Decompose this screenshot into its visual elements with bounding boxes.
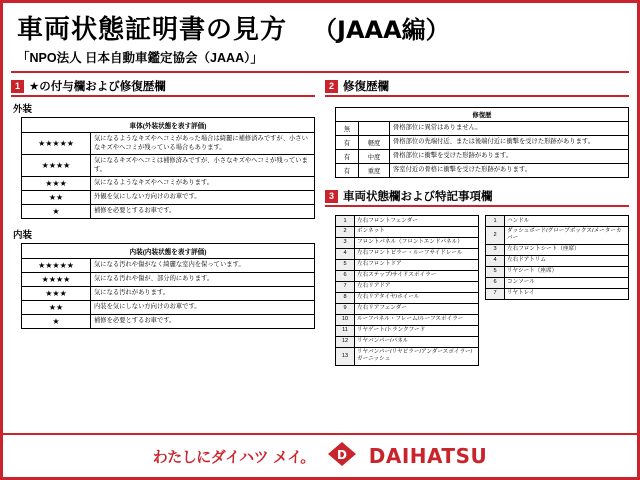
list-item: [336, 226, 479, 237]
rating-description: 気になるキズやヘコミは補修済みですが、小さなキズやヘコミが残っています。: [91, 155, 315, 177]
table-row: [22, 191, 315, 205]
part-number: 7: [336, 281, 355, 292]
interior-table-header: 内装(内装状態を表す評価): [22, 244, 315, 259]
section-2-number: 2: [325, 80, 338, 93]
part-label: リヤバンパー/リヤピラー/アンダースポイラー/ガーニッシュ: [355, 347, 479, 365]
repair-mark: 有: [336, 150, 359, 164]
part-label: リヤゲート/トランクフード: [355, 325, 479, 336]
page-subtitle: 「NPO法人 日本自動車鑑定協会（JAAA）」: [17, 51, 263, 65]
list-item: [336, 259, 479, 270]
repair-degree: [359, 122, 390, 136]
table-row: [22, 118, 315, 133]
rating-description: 気になる汚れがあります。: [91, 287, 315, 301]
part-label: リヤバンパー/パネル: [355, 336, 479, 347]
table-row: [336, 122, 629, 136]
rating-stars: ★★★★: [22, 155, 91, 177]
parts-lists: [325, 211, 629, 366]
part-number: 10: [336, 314, 355, 325]
repair-degree: 軽度: [359, 136, 390, 150]
list-item: [336, 336, 479, 347]
rating-stars: ★★★★★: [22, 259, 91, 273]
part-number: 7: [486, 288, 505, 299]
part-label: リヤトレイ: [505, 288, 629, 299]
repair-degree: 中度: [359, 150, 390, 164]
part-label: リヤシート（座席）: [505, 266, 629, 277]
table-row: [22, 244, 315, 259]
page-title: 車両状態証明書の見方: [17, 15, 288, 45]
part-label: 左右リアフェンダー: [355, 303, 479, 314]
part-label: ハンドル: [505, 216, 629, 227]
part-number: 6: [336, 270, 355, 281]
rating-stars: ★★: [22, 301, 91, 315]
list-item: [486, 216, 629, 227]
brand-name: DAIHATSU: [368, 444, 488, 468]
list-item: [336, 248, 479, 259]
page-title-suffix: （JAAA編）: [313, 16, 450, 44]
interior-parts-table: [485, 215, 629, 300]
column-right: [325, 78, 629, 366]
table-row: [336, 108, 629, 122]
table-row: [22, 133, 315, 155]
list-item: [336, 347, 479, 365]
part-number: 4: [336, 248, 355, 259]
exterior-group-label: 外装: [13, 104, 33, 115]
part-label: 左右フロントドア: [355, 259, 479, 270]
content-columns: [3, 78, 637, 366]
section-3-header: [325, 188, 629, 207]
part-number: 9: [336, 303, 355, 314]
exterior-table-header: 車体(外装状態を表す評価): [22, 118, 315, 133]
table-row: [336, 150, 629, 164]
repair-mark: 無: [336, 122, 359, 136]
part-number: 13: [336, 347, 355, 365]
part-number: 6: [486, 277, 505, 288]
list-item: [486, 244, 629, 255]
part-label: 左右リアタイヤ/ホイール: [355, 292, 479, 303]
part-label: フロントパネル（フロントエンドパネル）: [355, 237, 479, 248]
rating-description: 内装を気にしない方向けのお車です。: [91, 301, 315, 315]
section-1-number: 1: [11, 80, 24, 93]
table-row: [22, 315, 315, 329]
rating-stars: ★★★★★: [22, 133, 91, 155]
part-label: コンソール: [505, 277, 629, 288]
rating-stars: ★★: [22, 191, 91, 205]
title-row: [3, 3, 637, 46]
exterior-table: [21, 117, 315, 219]
repair-table-header: 修復歴: [336, 108, 629, 122]
part-label: 左右フロントフェンダー: [355, 216, 479, 227]
column-left: [11, 78, 315, 366]
part-label: 左右ドアトリム: [505, 255, 629, 266]
list-item: [486, 226, 629, 244]
rating-stars: ★: [22, 205, 91, 219]
title-divider: [11, 71, 629, 73]
list-item: [486, 277, 629, 288]
brand-slogan: わたしにダイハツ メイ。: [152, 447, 315, 466]
list-item: [336, 237, 479, 248]
part-number: 2: [336, 226, 355, 237]
repair-description: 骨格部位の先端付近、または後端付近に衝撃を受けた形跡があります。: [390, 136, 629, 150]
part-number: 8: [336, 292, 355, 303]
section-1-title: ★の付与欄および修復歴欄: [29, 81, 166, 93]
table-row: [336, 164, 629, 178]
table-row: [22, 287, 315, 301]
part-number: 2: [486, 226, 505, 244]
interior-table: [21, 243, 315, 329]
rating-stars: ★★★★: [22, 273, 91, 287]
repair-mark: 有: [336, 136, 359, 150]
rating-stars: ★★★: [22, 177, 91, 191]
part-number: 5: [336, 259, 355, 270]
list-item: [336, 216, 479, 227]
repair-description: 客室付近の骨格に衝撃を受けた形跡があります。: [390, 164, 629, 178]
table-row: [22, 273, 315, 287]
daihatsu-logo-icon: [327, 441, 357, 472]
list-item: [336, 281, 479, 292]
part-label: 左右ステップ/サイドスポイラー: [355, 270, 479, 281]
repair-degree: 重度: [359, 164, 390, 178]
rating-description: 気になる汚れや傷がなく綺麗な室内を保っています。: [91, 259, 315, 273]
table-row: [22, 205, 315, 219]
part-label: 左右フロントシート（座席）: [505, 244, 629, 255]
part-number: 11: [336, 325, 355, 336]
part-label: ルーフパネル・フレーム/ルーフスポイラー: [355, 314, 479, 325]
part-number: 12: [336, 336, 355, 347]
part-label: 左右リアドア: [355, 281, 479, 292]
footer: [3, 433, 637, 477]
rating-stars: ★★★: [22, 287, 91, 301]
interior-group-label: 内装: [13, 230, 33, 241]
repair-description: 骨格部位に異常はありません。: [390, 122, 629, 136]
rating-stars: ★: [22, 315, 91, 329]
table-row: [22, 155, 315, 177]
rating-description: 気になるようなキズやヘコミがあった場合は綺麗に補修済みですが、小さいなキズやヘコミが残っている場合もあります。: [91, 133, 315, 155]
rating-description: 気になるようなキズやヘコミがあります。: [91, 177, 315, 191]
list-item: [336, 314, 479, 325]
section-3-number: 3: [325, 190, 338, 203]
list-item: [336, 292, 479, 303]
rating-description: 外観を気にしない方向けのお車です。: [91, 191, 315, 205]
list-item: [336, 325, 479, 336]
repair-description: 骨格部位に衝撃を受けた形跡があります。: [390, 150, 629, 164]
rating-description: 補修を必要とするお車です。: [91, 205, 315, 219]
part-label: 左右フロントピラー・ルーフサイドレール: [355, 248, 479, 259]
exterior-parts-table: [335, 215, 479, 366]
section-1-header: [11, 78, 315, 97]
table-row: [336, 136, 629, 150]
part-label: ボンネット: [355, 226, 479, 237]
table-row: [22, 301, 315, 315]
part-number: 1: [336, 216, 355, 227]
list-item: [336, 270, 479, 281]
section-2-title: 修復歴欄: [343, 81, 389, 93]
list-item: [486, 288, 629, 299]
section-3-title: 車両状態欄および特記事項欄: [343, 191, 493, 203]
rating-description: 気になる汚れや傷が、部分的にあります。: [91, 273, 315, 287]
repair-history-table: [335, 107, 629, 178]
part-number: 3: [336, 237, 355, 248]
table-row: [22, 259, 315, 273]
list-item: [486, 255, 629, 266]
list-item: [486, 266, 629, 277]
list-item: [336, 303, 479, 314]
rating-description: 補修を必要とするお車です。: [91, 315, 315, 329]
svg-text:D: D: [336, 447, 347, 462]
part-number: 3: [486, 244, 505, 255]
repair-mark: 有: [336, 164, 359, 178]
part-number: 4: [486, 255, 505, 266]
part-label: ダッシュボード/グローブボックス/メーターカバー: [505, 226, 629, 244]
part-number: 5: [486, 266, 505, 277]
section-2-header: [325, 78, 629, 97]
part-number: 1: [486, 216, 505, 227]
table-row: [22, 177, 315, 191]
